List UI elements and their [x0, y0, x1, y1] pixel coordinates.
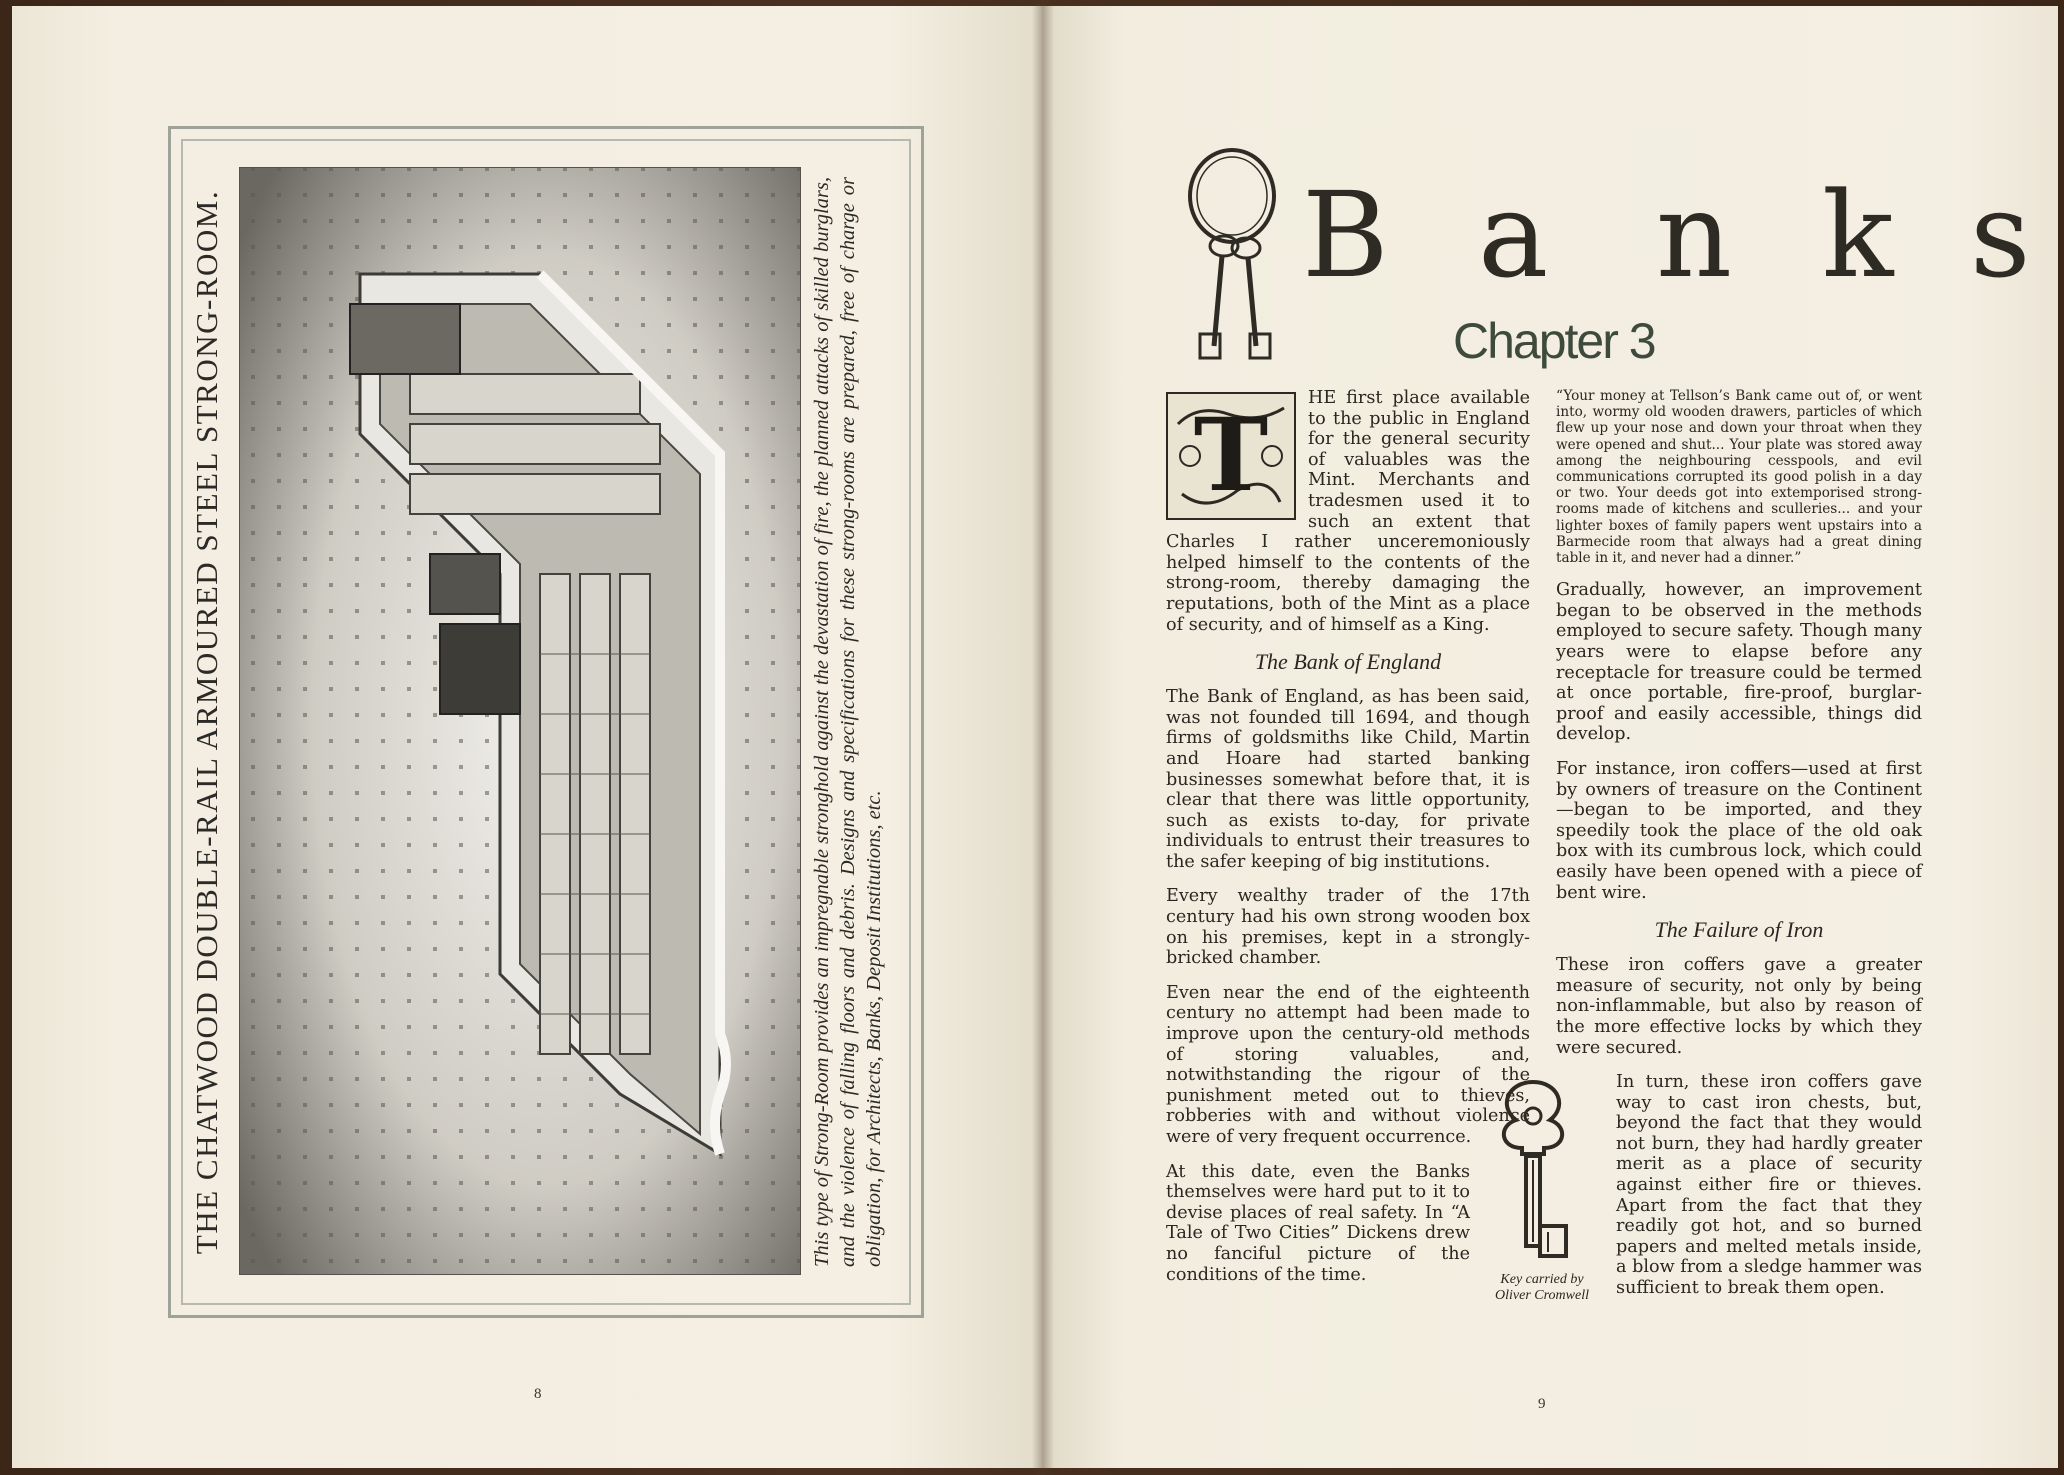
- paragraph: Even near the end of the eighteenth century no attempt had been made to improve upon the century-old methods of storing valuables, and, notwithstanding the rigour of the punishment meted out to thieves, robberies with and without violence were of very frequent occurrence.: [1166, 982, 1530, 1147]
- paragraph: For instance, iron coffers—used at first by owners of treasure on the Continent—began to be imported, and they speedily took the place of the old oak box with its cumbrous lock, which could easily have been opened with a piece of bent wire.: [1556, 758, 1922, 903]
- paragraph: At this date, even the Banks themselves were hard put to it to devise places of real safety. In “A Tale of Two Cities” Dickens drew no fanciful picture of the conditions of the time.: [1166, 1161, 1470, 1285]
- section-heading-bank-of-england: The Bank of England: [1254, 649, 1442, 675]
- section-heading-failure-of-iron: The Failure of Iron: [1654, 917, 1824, 943]
- dropcap-letter: T: [1193, 396, 1269, 514]
- paragraph: Gradually, however, an improvement began to be observed in the methods employed to secure safety. Though many years were to elapse before any receptacle for treasure could be termed at once portable, fire-proof, burglar-proof and easily accessible, things did develop.: [1556, 580, 1922, 745]
- paragraph: Every wealthy trader of the 17th century had his own strong wooden box on his premises, kept in a strongly-bricked chamber.: [1166, 886, 1530, 969]
- paragraph: In turn, these iron coffers gave way to cast iron chests, but, beyond the fact that they would not burn, they had hardly greater merit as a place of security against either fire or thieves. Apart from the fact that they readily got hot, and so burned papers and melted metals inside, a blow from a sledge hammer was sufficient to break them open.: [1616, 1072, 1922, 1299]
- book-gutter: [1032, 0, 1054, 1475]
- tellson-quote: “Your money at Tellson’s Bank came out of, or went into, wormy old wooden drawers, particles of which flew up your nose and down your throat when they were opened and shut... Your plate was stored away among the neighbouring cesspools, and evil communications corrupted its good polish in a day or two. Your deeds got into extemporised strong-rooms made of kitchens and sculleries... and your lighter boxes of family papers went upstairs into a Barmecide room that always had a great dining table in it, and never had a dinner.”: [1556, 388, 1922, 567]
- title-letter-b: B: [1302, 166, 1389, 304]
- title-letter-n: n: [1656, 166, 1732, 304]
- paragraph: The Bank of England, as has been said, was not founded till 1694, and though firms of goldsmiths like Child, Martin and Hoare had started banking businesses somewhat before that, it is clear that there was little opportunity, such as exists to-day, for private individuals to entrust their treasures to the safer keeping of big institutions.: [1166, 687, 1530, 872]
- plate: [168, 126, 924, 1318]
- title-letter-k: k: [1822, 166, 1894, 304]
- page-number-left: 8: [534, 1386, 542, 1402]
- page-number-right: 9: [1538, 1396, 1546, 1412]
- plate-caption: This type of Strong-Room provides an impregnable stronghold against the devastation of fire, the planned attacks of skilled burglars, and the violence of falling floors and debris. Designs and specifications for these strong-rooms are prepared, free of charge or obligation, for Architects, Banks, Deposit Institutions, etc.: [811, 177, 885, 1267]
- key-caption: Key carried by Oliver Cromwell: [1495, 1272, 1589, 1303]
- right-page: [1042, 6, 2058, 1468]
- dropcap: [1166, 392, 1296, 520]
- left-page: [12, 6, 1042, 1468]
- intro-paragraph: HE first place available to the public in England for the general security of valuables was the Mint. Merchants and tradesmen used it to such an extent that Charles I rather unceremoniously helped himself to the contents of the strong-room, thereby damaging the reputations, both of the Mint as a place of security, and of himself as a King.: [1166, 388, 1530, 635]
- title-letter-a: a: [1478, 166, 1549, 304]
- title-letter-s: s: [1970, 166, 2031, 304]
- cromwell-key-icon: [1488, 1076, 1578, 1266]
- paragraph: These iron coffers gave a greater measure of security, not only by being non-inflammable, but also by reason of the more effective locks by which they were secured.: [1556, 955, 1922, 1058]
- column-right: [1556, 388, 1922, 1313]
- plate-title: THE CHATWOOD DOUBLE-RAIL ARMOURED STEEL STRONG-ROOM.: [189, 189, 224, 1255]
- strong-room-illustration: [239, 167, 801, 1275]
- column-left: [1166, 388, 1530, 1299]
- keyring-icon: [1184, 146, 1304, 366]
- chapter-heading: Chapter 3: [1453, 313, 1655, 369]
